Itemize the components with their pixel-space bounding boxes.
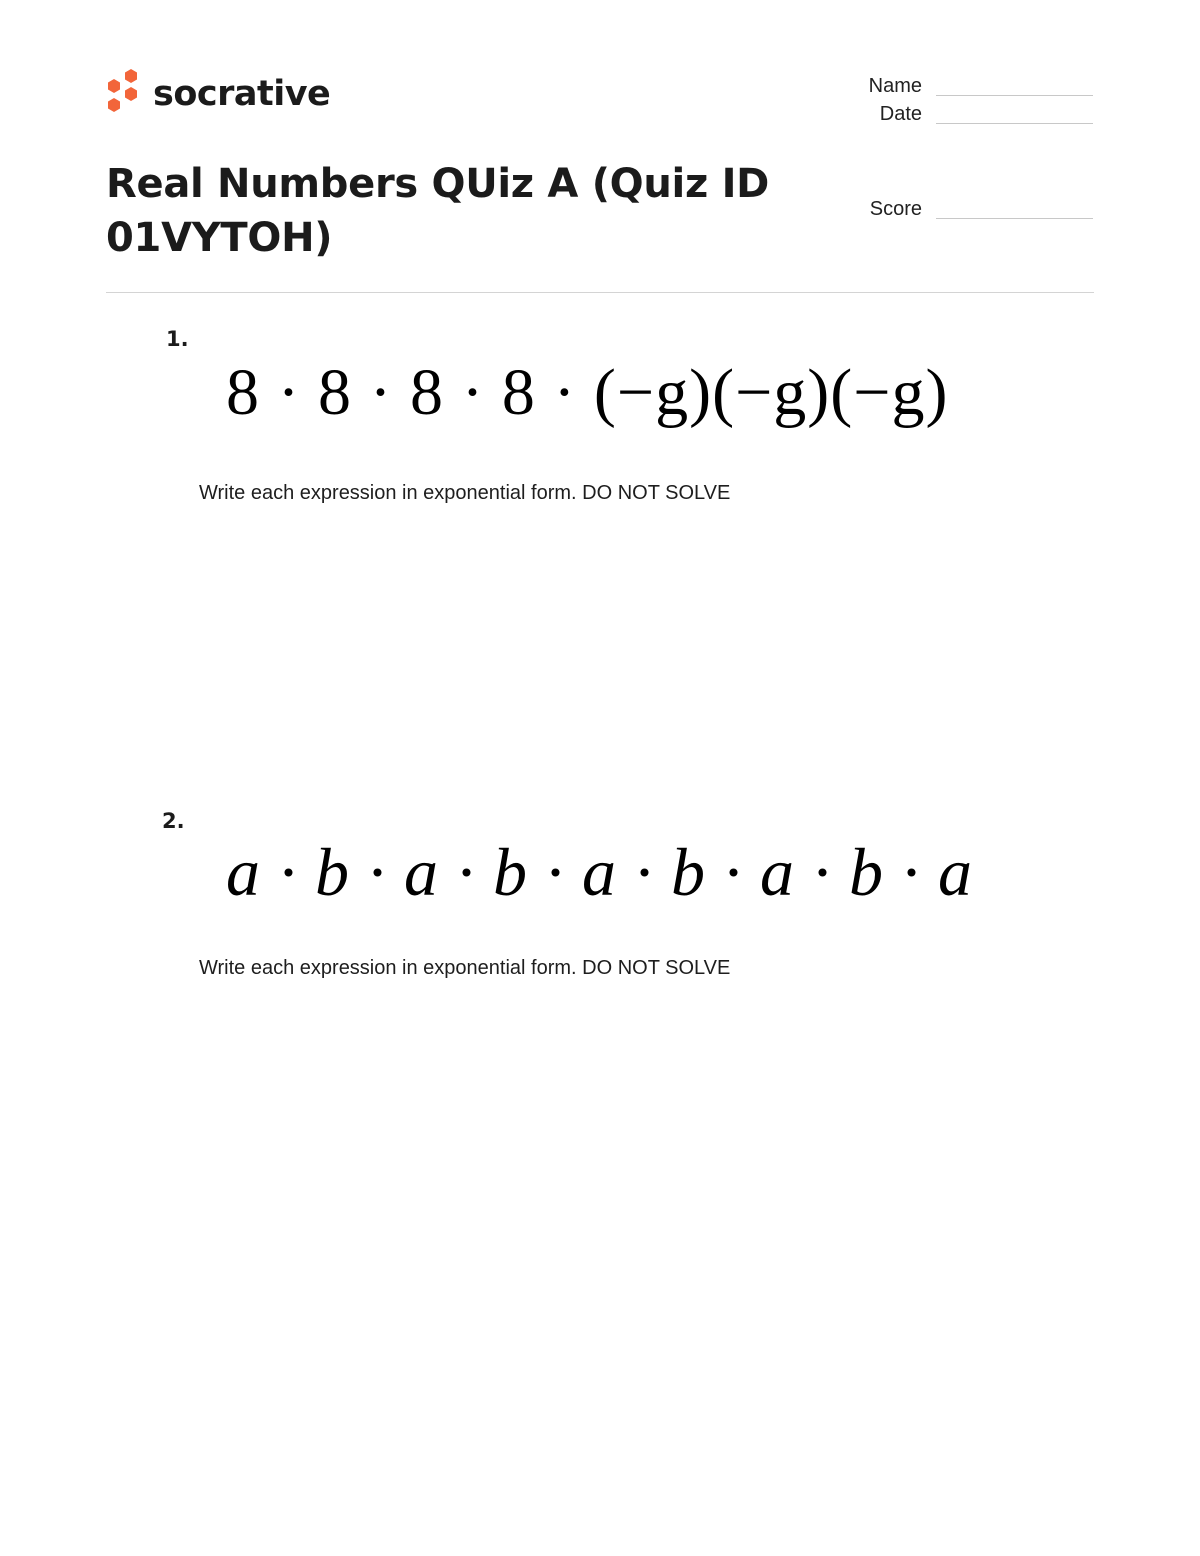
name-label: Name: [868, 75, 922, 97]
score-field: [862, 199, 1093, 219]
socrative-hexagon-cluster-icon: [105, 68, 143, 116]
question-1-number: 1.: [166, 327, 189, 351]
socrative-logo: [105, 68, 330, 116]
header-divider: [106, 292, 1094, 293]
question-1-instruction: Write each expression in exponential form. DO NOT SOLVE: [199, 482, 731, 504]
name-field: [862, 76, 1093, 96]
question-1-expression: 8 · 8 · 8 · 8 · (−g)(−g)(−g): [226, 356, 949, 429]
date-blank-line[interactable]: [936, 123, 1093, 124]
name-blank-line[interactable]: [936, 95, 1093, 96]
quiz-title: Real Numbers QUiz A (Quiz ID 01VYTOH): [106, 161, 770, 261]
question-2-expression: a · b · a · b · a · b · a · b · a: [226, 834, 973, 910]
date-label: Date: [879, 103, 922, 125]
score-label: Score: [869, 198, 922, 220]
question-2-instruction: Write each expression in exponential form. DO NOT SOLVE: [199, 957, 731, 979]
date-field: [862, 104, 1093, 124]
question-2-number: 2.: [162, 809, 185, 833]
brand-name: socrative: [153, 73, 331, 114]
score-blank-line[interactable]: [936, 218, 1093, 219]
